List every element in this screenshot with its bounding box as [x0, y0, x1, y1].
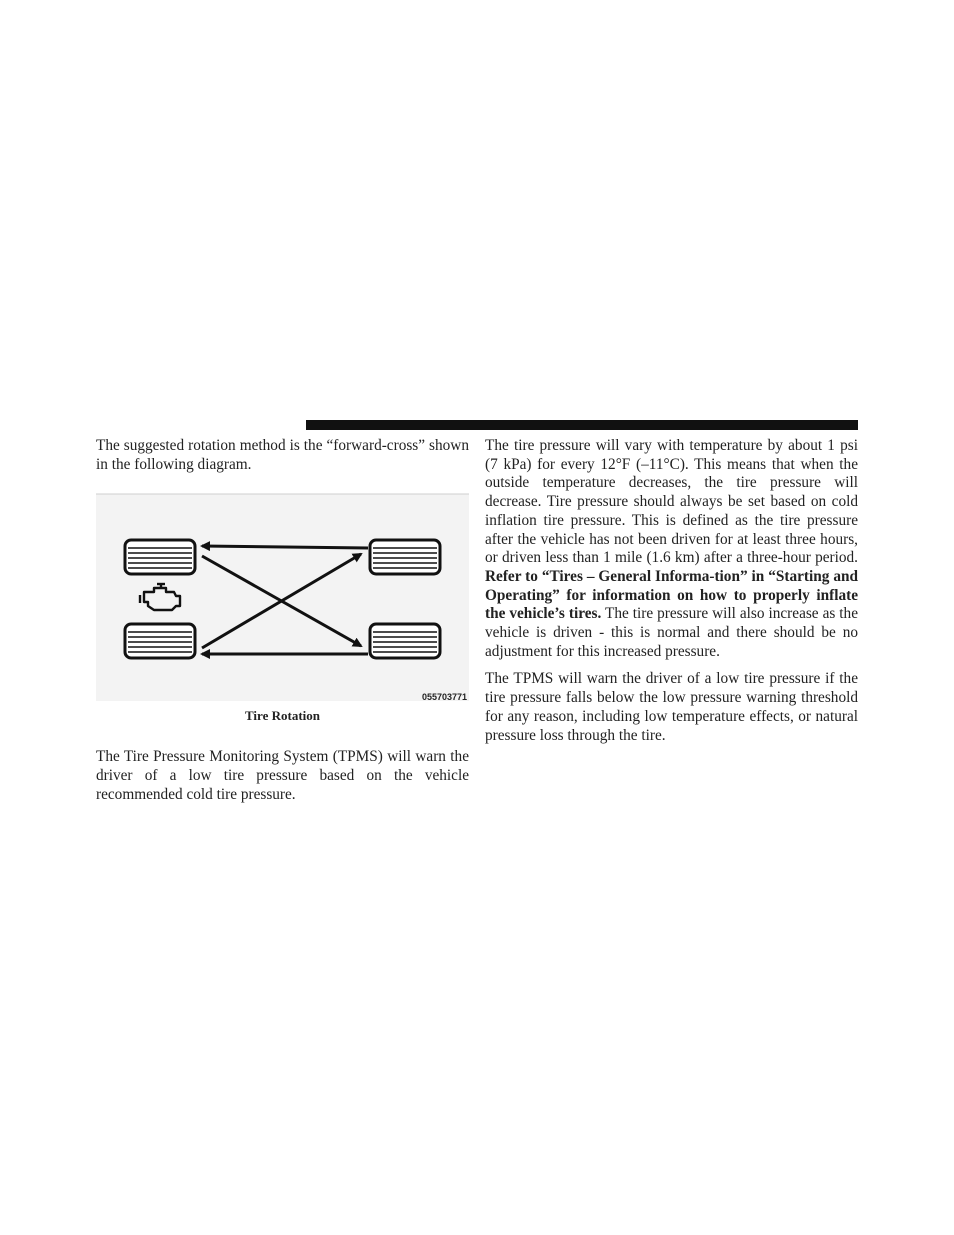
left-column: [96, 437, 469, 805]
tire-icon: [370, 624, 440, 658]
tire-icon: [125, 624, 195, 658]
figure-background: [96, 494, 469, 701]
figure-code: 055703771: [421, 692, 467, 703]
section-header-bar: [306, 420, 858, 430]
cross-reference-text: Refer to “Tires – General Informa-tion” in “Starting and Operating” for information on how to properly inflate the vehicle’s tires.: [485, 567, 858, 623]
temperature-pressure-paragraph: [485, 437, 858, 661]
tire-icon: [125, 540, 195, 574]
pressure-increase-text: The tire pressure will also increase as the vehicle is driven - this is normal and there should be no adjustment for this increased pressure.: [485, 605, 858, 660]
rotation-intro-paragraph: The suggested rotation method is the “forward-cross” shown in the following diagram.: [96, 437, 469, 473]
tire-rotation-diagram: [96, 492, 469, 704]
tire-icon: [370, 540, 440, 574]
tpms-warning-paragraph: The TPMS will warn the driver of a low tire pressure if the tire pressure falls below the low pressure warning threshold for any reason, including low temperature effects, or natural pressure loss through the tire.: [485, 670, 858, 744]
temperature-pressure-text: The tire pressure will vary with temperature by about 1 psi (7 kPa) for every 12°F (–11°C). This means that when the outside temperature decreases, the tire pressure will decrease. Tire pressure should always be set based on cold inflation tire pressure. This is defined as the tire pressure after the vehicle has not been driven for at least three hours, or driven less than 1 mile (1.6 km) after a three-hour period.: [485, 437, 858, 567]
figure-caption: Tire Rotation: [245, 708, 320, 724]
right-column: [485, 437, 858, 745]
tire-rotation-figure: [96, 492, 469, 704]
tpms-intro-paragraph: The Tire Pressure Monitoring System (TPMS) will warn the driver of a low tire pressure based on the vehicle recommended cold tire pressure.: [96, 748, 469, 803]
